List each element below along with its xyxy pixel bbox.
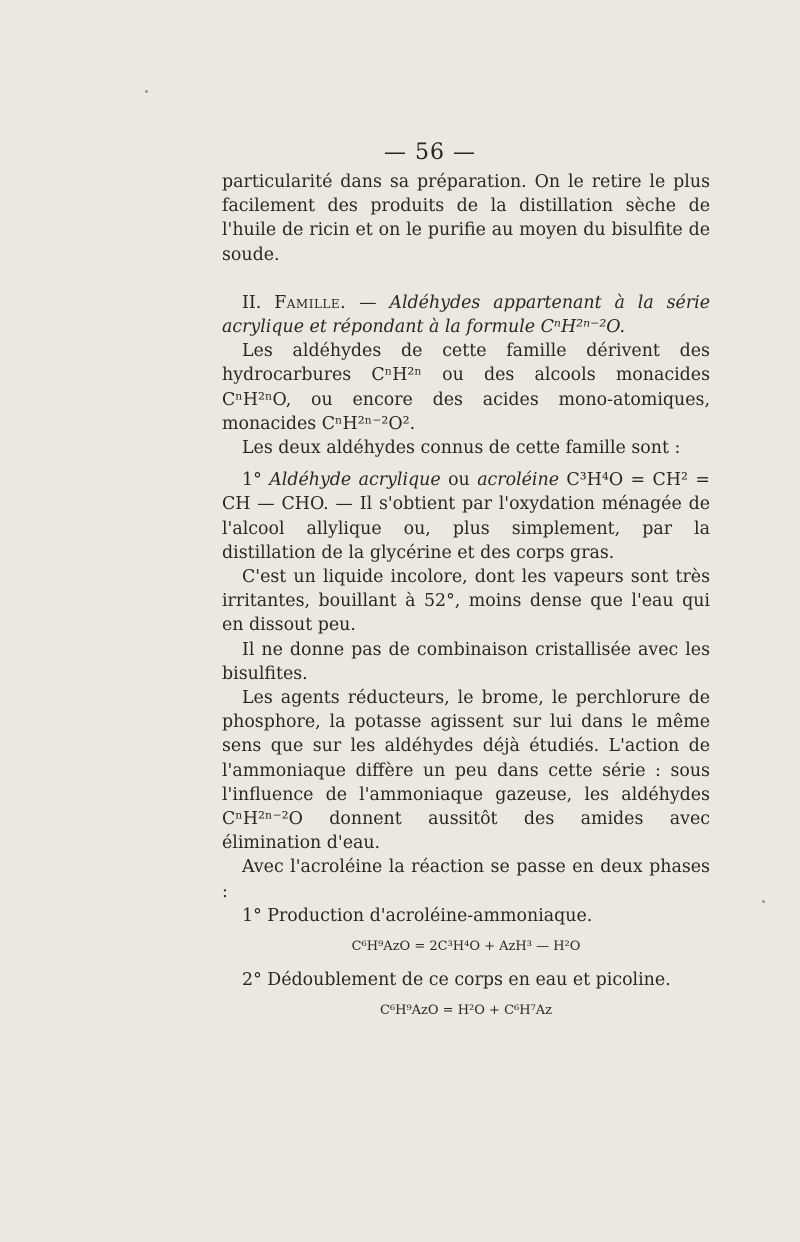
- paragraph-derivation: Les aldéhydes de cette famille dérivent des hydrocarbures CⁿH²ⁿ ou des alcools monacides CⁿH²ⁿO, ou encore des acides mono-atomiques, monacides CⁿH²ⁿ⁻²O².: [222, 341, 710, 434]
- paper-speck: [762, 900, 765, 903]
- formula-one: C⁶H⁹AzO = 2C³H⁴O + AzH³ — H²O: [351, 939, 581, 955]
- paragraph-reagents: Les agents réducteurs, le brome, le perchlorure de phosphore, la potasse agissent sur lui dans le même sens que sur les aldéhydes déjà étudiés. L'action de l'ammoniaque diffère un peu dans cette série : sous l'influence de l'ammoniaque gazeuse, les aldéhydes CⁿH²ⁿ⁻²O donnent aussitôt des amides avec élimination d'eau.: [222, 688, 710, 854]
- section-heading: [222, 291, 710, 339]
- body-text: [222, 170, 710, 1032]
- paper-speck: [145, 90, 148, 93]
- acrolein-alt-title: acroléine: [477, 470, 559, 491]
- formula-two: C⁶H⁹AzO = H²O + C⁶H⁷Az: [379, 1003, 553, 1019]
- paragraph-phase-one: 1° Production d'acroléine-ammoniaque.: [242, 905, 593, 926]
- paragraph-known: Les deux aldéhydes connus de cette famille sont :: [242, 438, 681, 459]
- paragraph-phase-two: 2° Dédoublement de ce corps en eau et picoline.: [242, 970, 671, 991]
- item-number: 1°: [242, 470, 270, 491]
- section-title: — Aldéhydes appartenant à la série acrylique et répondant à la formule CⁿH²ⁿ⁻²O.: [222, 292, 711, 338]
- paragraph-phases: Avec l'acroléine la réaction se passe en deux phases :: [222, 857, 710, 902]
- paragraph-properties: C'est un liquide incolore, dont les vapeurs sont très irritantes, bouillant à 52°, moins dense que l'eau qui en dissout peu.: [222, 567, 710, 636]
- acrolein-title: Aldéhyde acrylique: [269, 470, 441, 491]
- section-number: II.: [242, 292, 262, 313]
- paragraph-bisulfites: Il ne donne pas de combinaison cristallisée avec les bisulfites.: [222, 639, 710, 684]
- acrolein-description: C³H⁴O = CH² = CH — CHO. — Il s'obtient par l'oxydation ménagée de l'alcool allylique ou, plus simplement, par la distillation de la glycérine et des corps gras.: [222, 470, 710, 563]
- paragraph-intro: particularité dans sa préparation. On le retire le plus facilement des produits de la distillation sèche de l'huile de ricin et on le purifie au moyen du bisulfite de soude.: [222, 172, 710, 265]
- paragraph-acrolein: 1° Aldéhyde acrylique ou acroléine C³H⁴O = CH² = CH — CHO. — Il s'obtient par l'oxydation ménagée de l'alcool allylique ou, plus simplement, par la distillation de la glycérine et des corps gras.: [222, 470, 710, 563]
- page-number: — 56 —: [384, 140, 476, 165]
- section-label: Famille.: [274, 292, 347, 313]
